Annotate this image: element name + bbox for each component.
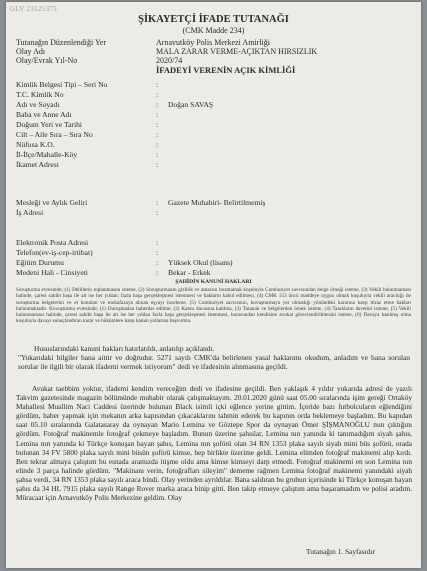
rights-text: Soruşturma evresinde; (1) Delillerin toplanmasını isteme, (2) Soruşturmanın gizlilik ve amacını bozmamak koşuluyla Cumhuriyet savcısından belge örneği isteme, (3) Vekili bulunmaması halinde, çaresi sahibi başa ile ait ise her yıldan; fazla başa gerçekleşmesi istenmesi ve hakların kabul edilmesi, (4) CMK 153 üncü maddeye uygun olmak koşuluyla vekili aracılığı ile soruşturma belgelerini ve el konulan ve muhafazaya alınan eşyayı inceleme, (5) Cumhuriyet savcısının, kovuşturmaya yer olmadığı yönündeki kararına karşı itiraz etme hakları bulunmaktadır. Kovuşturma evresinde; (1) Duruşmadan haberdar edilme, (2) Kamu davasına katılma, (3) Tutanak ve belgelerden örnek isteme, (4) Tanıkların davetini isteme, (5) Vekili bulunmaması halinde, çaresi sahibi başa ile ait ise her yıldan fazla başa gerçekleşmesi istenmesi, barosundan kendisine avukat görevlendirilmesini isteme, (6) Davaya katılmış olma koşuluyla davayı sonuçlandıran karar ve hükümlere karşı kanun yollarına başvurma. <box>16 287 411 325</box>
colon: : <box>156 130 159 139</box>
colon: : <box>156 90 159 99</box>
page-title: ŞİKAYETÇİ İFADE TUTANAĞI <box>138 14 289 25</box>
document-stamp: GLV 23125375 <box>10 5 57 13</box>
page-footer: Tutanağın 1. Sayfasıdır <box>306 547 375 556</box>
nufus-label: Nüfusa K.O. <box>16 140 55 149</box>
parents-label: Baba ve Anne Adı <box>16 110 72 119</box>
colon: : <box>156 150 159 159</box>
colon: : <box>156 258 159 267</box>
district-label: İl-İlçe/Mahalle-Köy <box>16 150 78 159</box>
event-value: MALA ZARAR VERME-AÇIKTAN HIRSIZLIK <box>156 47 318 56</box>
phone-label: Telefon(ev-iş-cep-irtibat) <box>16 248 93 257</box>
id-type-label: Kimlik Belgesi Tipi – Seri No <box>16 80 108 89</box>
event-label: Olay Adı <box>16 47 46 56</box>
name-value: Doğan SAVAŞ <box>168 100 214 109</box>
colon: : <box>156 160 159 169</box>
place-label: Tutanağın Düzenlendiği Yer <box>16 38 107 47</box>
colon: : <box>156 268 159 277</box>
year-no-value: 2020/74 <box>156 56 183 65</box>
colon: : <box>156 140 159 149</box>
marital-value: Bekar - Erkek <box>168 268 211 277</box>
document-sheet <box>6 2 421 568</box>
address-label: İkamet Adresi <box>16 160 59 169</box>
colon: : <box>156 80 159 89</box>
statement-text: Avukat taebbim yoktur, ifademi kendim vereceğim dedi ve ifadesine geçildi. Ben yaklaşık 4 yıldır yukarıda adresi de yazılı Takvim gazetesinde magazin bölümünde muhabir olarak çalışmaktayım. 20.01.2020 günü saat 05.00 sıralarında işim gereği Ortaköy Mahallesi Muallim Naci Caddesi üzerinde bulunan Black isimli içki eğlence yerine gittim. İçeride bazı futbolcuların eğlendiğini gördüm, haber yapmak için mekanın arka kapısından çıkacaklarını tahmin ederek bu kapının orda beklemeye başladım. Bu kapıdan saat 05.10 sıralarında Galatasaray da oynayan Mario Lemina ve Göztepe Spor da oynayan Ömer ŞİŞMANOĞLU nun çıktığını gördüm. Fotoğraf makinemle fotoğraf çekmeye başladım. Bunun üzerine şahıslar, Lemina nın yanında ki tanımadığım siyah şahıs, Lemina nın yanında ki Türkçe konuşan bayan şahıs, Lemina nın şoförü olan 34 RN 1353 plaka sayılı siyah mini büs şoförü, orada bulunan 34 FV 5800 plaka sayılı mini büsün şoförü kimse, hep birlikte üzerime geldi. Lemina elimden fotoğraf makinemi alıp kırdı. Ben tekrar almaya çalıştım bu esnada aramızda itişme oldu ama kimse kimseyi darp etmedi. Fotoğraf makinemi en son Lemina nın elinde 3 parça halinde gördüm. "Makinanı verin, fotoğrafları sileyim" dememe rağmen Lemina fotoğraf makinemi yanındaki siyah şahsa verdi, 34 RN 1353 plaka sayılı araca bindi. Olay yerinden ayrıldılar. Bana saldıran bu grubun içerisinde ki Türkçe konuşan bayan şahıs da 34 HL 7915 plaka sayılı Range Rover marka araca binip gitti. Ben takip etmeye çalıştım ama başaramadım ve polisi aradım. Müracaat için Arnavutköy Polis Merkezine geldim. Olay <box>16 384 412 503</box>
page-subtitle: (CMK Madde 234) <box>182 26 245 35</box>
work-address-label: İş Adresi <box>16 208 44 217</box>
colon: : <box>156 110 159 119</box>
colon: : <box>156 120 159 129</box>
rights-title: ŞAHİDİN KANUNİ HAKLARI <box>175 279 252 285</box>
year-no-label: Olay/Evrak Yıl-No <box>16 56 78 65</box>
colon: : <box>156 100 159 109</box>
job-label: Mesleği ve Aylık Geliri <box>16 198 88 207</box>
colon: : <box>156 208 159 217</box>
marital-label: Medeni Hali - Cinsiyeti <box>16 268 88 277</box>
job-value: Gazete Muhabiri- Belirtilmemiş <box>168 198 266 207</box>
colon: : <box>156 198 159 207</box>
tc-no-label: T.C. Kimlik No <box>16 90 64 99</box>
colon: : <box>156 248 159 257</box>
birth-label: Doğum Yeri ve Tarihi <box>16 120 82 129</box>
email-label: Elektronik Posta Adresi <box>16 238 89 247</box>
education-value: Yüksek Okul (lisans) <box>168 258 233 267</box>
place-value: Arnavutköy Polis Merkezi Amirliği <box>156 38 270 47</box>
colon: : <box>156 238 159 247</box>
identity-section-title: İFADEYİ VERENİN AÇIK KİMLİĞİ <box>156 65 296 75</box>
education-label: Eğitim Durumu <box>16 258 64 267</box>
rights-intro: Hususlarındaki kanuni hakları hatırlatıldı, anlatılıp açıklandı. <box>34 344 215 353</box>
registry-label: Cilt – Aile Sıra – Sıra No <box>16 130 93 139</box>
consent-quote: "Yukarıdaki bilgiler bana aittir ve doğrudur. 5271 sayılı CMK'da belirlenen yasal haklarımı okudum, anladım ve bana sorulan sorular ile ilgili bir olarak ifademi vermek istiyorum" dedi ve ifadesinin alınmasına geçildi. <box>18 354 410 371</box>
name-label: Adı ve Soyadı <box>16 100 60 109</box>
